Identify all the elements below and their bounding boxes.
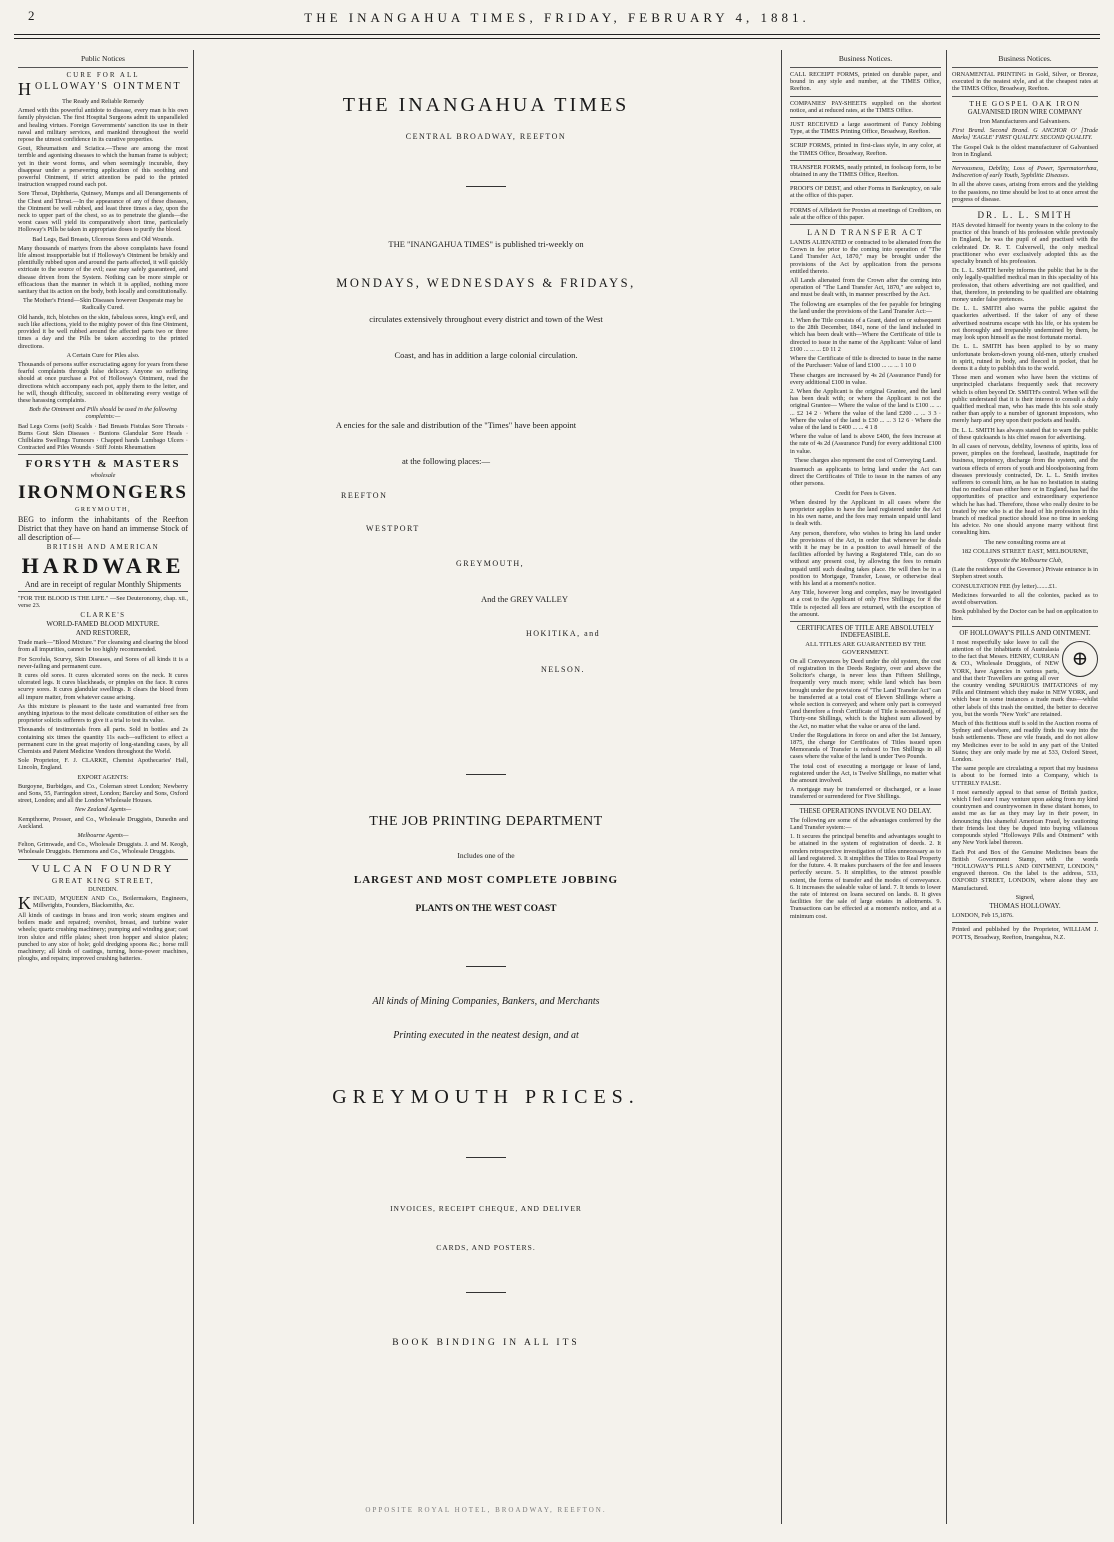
holloway-paragraph: Gout, Rheumatism and Sciatica.—These are among the most terrible and agonising diseases to which the human frame is subject; yet in their worst forms, and when seemingly incurable, they disappear under a persevering application of this soothing and powerful Ointment, if strict attention be paid to the printed instruction wrapped round each pot. xyxy=(18,145,188,189)
ornament-rule xyxy=(466,1157,506,1158)
smith-paragraph: Dr. L. L. SMITH hereby informs the public that he is the only legally-qualified medical man in this speciality of his profession, that others advertising are not qualified, and that, therefore, in pretending to be qualified are obtaining money under false pretences. xyxy=(952,267,1098,304)
land-fee-example: These charges are increased by 4s 2d (Assurance Fund) for every additional £100 in value. xyxy=(790,371,941,386)
ornament-rule xyxy=(466,1292,506,1293)
largest-text: LARGEST AND MOST COMPLETE JOBBING xyxy=(353,874,619,886)
iron-manufacturers: Iron Manufacturers and Galvanisers. xyxy=(979,118,1071,126)
masthead xyxy=(0,6,1114,30)
land-paragraph: Any Title, however long and complex, may be investigated at a cost to the Applicant of only Five Shillings; for if the Title is rejected all fees are returned, with the exception of the amount. xyxy=(790,589,941,618)
divider xyxy=(952,206,1098,207)
holloway-subhead: A Certain Cure for Piles also. xyxy=(66,351,140,359)
clarke-paragraph: Sole Proprietor, F. J. CLARKE, Chemist Apothecaries' Hall, Lincoln, England. xyxy=(18,757,188,772)
ornament-rule xyxy=(466,186,506,187)
holloway-paragraph: Old hands, itch, blotches on the skin, fabulous sores, king's evil, and such like affections, yield to the mighty power of this fine Ointment, provided it be well rubbed around the affected parts two or three times a day and the Pills be taken according to the printed directions. xyxy=(18,313,188,350)
center-footer: OPPOSITE ROYAL HOTEL, BROADWAY, REEFTON. xyxy=(365,1506,607,1514)
certificates-heading: CERTIFICATES OF TITLE ARE ABSOLUTELY INDEFEASIBLE. xyxy=(797,625,934,640)
divider xyxy=(18,859,188,860)
notice-ornamental-printing: ORNAMENTAL PRINTING in Gold, Silver, or Bronze, executed in the neatest style, and at the cheapest rates at the TIMES Office, Broadway, Reefton. xyxy=(952,71,1098,93)
kincaid-paragraph: All kinds of castings in brass and iron work; steam engines and boilers made and repaired; overshot, breast, and turbine water wheels; quartz crushing machinery; pumping and winding gear; cast iron sluice and riffle plates; sheet iron hopper and sluice plates; punched to any size of hole; gold dredging spoons &c.; horse mill machinery; all kinds of castings, turning, horse-power machines, ploughs, and repairs; improved crushing batteries. xyxy=(18,912,188,963)
place-westport: WESTPORT xyxy=(366,524,420,533)
british-american: BRITISH AND AMERICAN xyxy=(46,542,160,551)
divider xyxy=(790,181,941,182)
smith-paragraph: Those men and women who have been the victims of unprincipled charlatans frequently seek that recovery which is often beyond Dr. SMITH's control. When will the public understand that it is their interest to consult a duly qualified medical man, who has made this his sole study rather than apply to a number of ignorant impostors, who merely harp and prey upon their pockets and health. xyxy=(952,374,1098,425)
divider xyxy=(952,626,1098,627)
divider xyxy=(790,67,941,68)
kincaid-text: INCAID, M'QUEEN AND Co., Boilermakers, Engineers, Millwrights, Founders, Blacksmiths, &c. xyxy=(33,895,188,910)
place-hokitika: HOKITIKA, and xyxy=(526,629,601,638)
land-paragraph: On all Conveyances by Deed under the old system, the cost of registration in the Deeds Registry, over and above the Solicitor's charge, is never less than Fifteen Shillings, frequently very much more; while land which has been brought under the provisions of "The Land Transfer Act" can be transferred at a total cost of Eleven Shillings where a whole section is conveyed; and where only part is conveyed (and therefore a fresh Certificate of Title is necessitated), of Thirty-one Shillings, which is the highest sum allowed by the Act, no matter what the value or area of the land. xyxy=(790,657,941,730)
page-number: 2 xyxy=(28,8,35,23)
land-paragraph: The following are examples of the fee payable for bringing the land under the provisions of the Land Transfer Act:— xyxy=(790,300,941,315)
notice-call-receipt: CALL RECEIPT FORMS, printed on durable paper, and bound in any style and number, at the TIMES Office, Reefton. xyxy=(790,71,941,93)
holloway-subhead: Bad Legs, Bad Breasts, Ulcerous Sores and Old Wounds. xyxy=(32,235,174,243)
notice-pay-sheets: COMPANIES' PAY-SHEETS supplied on the shortest notice, and at reduced rates, at the TIMES Office. xyxy=(790,99,941,114)
gospel-oak-heading: THE GOSPEL OAK IRON xyxy=(969,98,1081,108)
holloway-heading xyxy=(18,79,188,99)
blood-quote: "FOR THE BLOOD IS THE LIFE." —See Deuteronomy, chap. xii., verse 23. xyxy=(18,595,188,610)
divider xyxy=(952,161,1098,162)
greymouth-text: GREYMOUTH, xyxy=(74,505,132,513)
gospel-paragraph: The Gospel Oak is the oldest manufacturer of Galvanised Iron in England. xyxy=(952,143,1098,158)
holloway-paragraph: Thousands of persons suffer excruciating agony for years from these fearful complaints through false delicacy. Anyone so suffering should at once purchase a Pot of Holloway's Ointment, read the directions which accompany each pot, apply them to the letter, and he will, though difficulty, succeed in obliterating every vestige of these harassing complaints. xyxy=(18,360,188,404)
advantages-list: 1. It secures the principal benefits and advantages sought to be attained in the system of registration of deeds. 2. It renders retrospective investigation of titles unnecessary as to all land registered. 3. It simplifies the Titles to Real Property for the future. 4. It makes purchasers of the fee and lessees perfectly secure. 5. It simplifies, to the utmost possible extent, the forms of transfer and the modes of conveyance. 6. It increases the saleable value of land. 7. It tends to lower the rate of interest on loans secured on lands. 8. It gives facilities for the sale of large estates in allotments. 9. Transactions can be effected at a moment's notice, and at a minimum cost. xyxy=(790,833,941,920)
land-fee-example: 2. When the Applicant is the original Grantee, and the land has been dealt with; or where the Applicant is not the original Grantee— Where the value of the land is £100 ... ... ... £2 14 2 · Where the value of the land £200 ... ... 3 3 · Where the value of the land is £30 ... ... 3 12 6 · Where the value of the land is £400 ... ... 4 1 8 xyxy=(790,387,941,431)
column-divider xyxy=(781,50,782,1524)
holloway-paragraph: Many thousands of martyrs from the above complaints have found life almost insupportable but if Holloway's Ointment be briskly and plentifully rubbed upon and around the parts affected, it will quickly extricate to the source of the evil; ease may safely guaranteed, and disease driven from the System. Nothing can be more simple or efficacious than the manner in which it is applied, nothing more sanitary that its action on the body, both locally and constitutionally. xyxy=(18,244,188,296)
smith-paragraph: Dr. L. L. SMITH has always stated that to warn the public of these quicksands is his chief reason for advertising. xyxy=(952,426,1098,441)
land-paragraph: A mortgage may be transferred or discharged, or a lease transferred or surrendered for Five Shillings. xyxy=(790,786,941,801)
clarke-paragraph: Trade mark—"Blood Mixture." For cleansing and clearing the blood from all impurities, cannot be too highly recommended. xyxy=(18,639,188,654)
top-rule-thin xyxy=(14,38,1100,39)
holloway-subtitle: The Ready and Reliable Remedy xyxy=(62,98,144,105)
agencies-text: A encies for the sale and distribution of the "Times" have been appoint xyxy=(335,420,577,430)
place-reefton: REEFTON xyxy=(341,491,388,500)
forsyth-heading: FORSYTH & MASTERS xyxy=(25,458,181,471)
land-paragraph: When desired by the Applicant in all cases where the proprietor applies to have the land registered under the Act in his own name, and the fees may remain unpaid until land is dealt with. xyxy=(790,498,941,528)
published-text: THE "INANGAHUA TIMES" is published tri-weekly on xyxy=(388,239,584,249)
clarke-paragraph: It cures old sores. It cures ulcerated sores on the neck. It cures ulcerated legs. It cures blackheads, or pimples on the face. It cures scurvy sores. It cures glandular swellings. It clears the blood from all impure matter, from whatever cause arising. xyxy=(18,671,188,701)
nervous-paragraph: In all the above cases, arising from errors and the yielding to the passions, no time should be lost to at once arrest the progress of disease. xyxy=(952,181,1098,203)
land-paragraph: All Lands alienated from the Crown after the coming into operation of "The Land Transfer Act, 1870," are subject to, and must be dealt with, in manner prescribed by the Act. xyxy=(790,277,941,299)
holloway-warning-paragraph: I most respectfully take leave to call the attention of the inhabitants of Australasia to the fact that Messrs. HENRY, CURRAN & CO., Wholesale Druggists, of NEW YORK, have Agencies in various parts, and that their Travellers are going all over the country vending SPURIOUS IMITATIONS of my Pills and Ointment which they make in NEW YORK, and which bear in some instances a trade mark thus—whilst other labels of this trash the omitted, the better to deceive you, but the words "New York" are retained. xyxy=(952,638,1098,718)
center-advertisement xyxy=(196,54,776,1524)
smith-late: (Late the residence of the Governor.) Private entrance is in Stephen street south. xyxy=(952,566,1098,581)
printing-executed-text: Printing executed in the neatest design, and at xyxy=(393,1030,579,1041)
plants-text: PLANTS ON THE WEST COAST xyxy=(415,904,557,914)
printed-by: Printed and published by the Proprietor, WILLIAM J. POTTS, Broadway, Reefton, Inangahua, N.Z. xyxy=(952,926,1098,941)
divider xyxy=(790,160,941,161)
holloway-warning-paragraph: Much of this fictitious stuff is sold in the Auction rooms of Sydney and elsewhere, and readily finds its way into the bush settlements. These are vile frauds, and do not allow my Medicines ever to be sold in any part of the United States; they are only made by me at 533, Oxford Street, London. xyxy=(952,720,1098,764)
divider xyxy=(790,96,941,97)
paper-title: THE INANGAHUA TIMES xyxy=(342,94,630,116)
divider xyxy=(790,621,941,622)
melbourne-agents: Melbourne Agents— xyxy=(77,832,129,840)
drop-cap: H xyxy=(18,79,33,99)
holloway-warning-paragraph: The same people are circulating a report that my business is about to be formed into a Company, which is UTTERLY FALSE. xyxy=(952,765,1098,787)
masthead-title: THE INANGAHUA TIMES, FRIDAY, FEBRUARY 4, 1881. xyxy=(304,10,810,25)
divider xyxy=(790,138,941,139)
beg-paragraph: BEG to inform the inhabitants of the Reefton District that they have on hand an immense Stock of all description of— xyxy=(18,514,188,542)
monthly-shipments: And are in receipt of regular Monthly Shipments xyxy=(24,579,182,589)
great-king-street: GREAT KING STREET, xyxy=(51,875,155,885)
place-nelson: NELSON. xyxy=(541,665,586,674)
job-printing-heading: THE JOB PRINTING DEPARTMENT xyxy=(369,814,603,829)
guaranteed-heading: ALL TITLES ARE GUARANTEED BY THE GOVERNMENT. xyxy=(805,641,926,656)
ornament-rule xyxy=(466,966,506,967)
smith-fee: CONSULTATION FEE (by letter)........£1. xyxy=(952,582,1057,590)
divider xyxy=(952,67,1098,68)
land-fee-example: These charges also represent the cost of Conveying Land. xyxy=(794,456,937,464)
nz-agents: New Zealand Agents— xyxy=(74,806,132,814)
notice-proofs-of-debt: PROOFS OF DEBT, and other Forms in Bankruptcy, on sale at the office of this paper. xyxy=(790,185,941,200)
includes-text: Includes one of the xyxy=(457,851,515,860)
smith-medicines: Medicines forwarded to all the colonies, packed as to avoid observation. xyxy=(952,591,1098,606)
notice-scrip-forms: SCRIP FORMS, printed in first-class style, in any color, at the TIMES Office, Broadway, Reefton. xyxy=(790,142,941,157)
wholesale-text: wholesale xyxy=(90,472,116,480)
cards-text: CARDS, AND POSTERS. xyxy=(436,1243,536,1252)
divider xyxy=(790,804,941,805)
clarke-paragraph: For Scrofula, Scurvy, Skin Diseases, and Sores of all kinds it is a never-failing and permanent cure. xyxy=(18,655,188,670)
signed-text: Signed, xyxy=(1015,893,1035,901)
restorer-heading: AND RESTORER, xyxy=(75,628,131,637)
clarke-paragraph: Burgoyne, Burbidges, and Co., Coleman street London; Newberry and Sons, 55, Farringdon street, London; Barclay and Sons, Oxford street, London; and all the London Wholesale Houses. xyxy=(18,782,188,805)
nervous-heading: Nervousness, Debility, Loss of Power, Spermatorrhœa, Indiscretion of early Youth, Syphilitic Diseases. xyxy=(952,165,1098,180)
places-intro: at the following places:— xyxy=(401,456,491,466)
land-paragraph: Any person, therefore, who wishes to bring his land under the provisions of the Act, in order that whenever he deals with it he may be in a position to avail himself of the facilities afforded by having a Registered Title, can do so without any present cost, by allowing the fees to remain unpaid until such dealing takes place. He will then be in a position to Mortgage, Transfer, Lease, or otherwise deal with his land at a moment's notice. xyxy=(790,529,941,587)
clarkes-heading: CLARKE'S xyxy=(80,610,126,619)
land-fee-example: Where the Certificate of title is directed to issue in the name of the Purchaser: Value of land £100 ... ... ... 1 10 0 xyxy=(790,355,941,370)
land-paragraph: The total cost of executing a mortgage or lease of land, registered under the Act, is Twelve Shillings, no matter what the amount involved. xyxy=(790,762,941,785)
notice-fancy-type: JUST RECEIVED a large assortment of Fancy Jobbing Type, at the TIMES Printing Office, Broadway, Reefton. xyxy=(790,121,941,136)
place-greymouth: GREYMOUTH, xyxy=(456,559,525,568)
greymouth-prices: GREYMOUTH PRICES. xyxy=(332,1086,640,1108)
holloway-subhead: Both the Ointment and Pills should be used in the following complaints:— xyxy=(29,406,177,421)
notice-affidavit-forms: FORMS of Affidavit for Proxies at meetings of Creditors, on sale at the office of this paper. xyxy=(790,206,941,221)
column-divider xyxy=(946,50,947,1524)
holloway-subhead: The Mother's Friend—Skin Diseases however Desperate may be Radically Cured. xyxy=(22,297,184,312)
clarke-paragraph: Thousands of testimonials from all parts. Sold in bottles and 2s containing six times the quantity 11s each—sufficient to effect a permanent cure in the great majority of long-standing cases, by all Chemists and Patent Medicine Vendors throughout the World. xyxy=(18,726,188,756)
smith-address: 182 COLLINS STREET EAST, MELBOURNE, xyxy=(961,547,1089,555)
holloway-paragraph: Armed with this powerful antidote to disease, every man is his own family physician. The first Hospital Surgeons admit its unparalleled and healing virtues. Foreign Governments' sanction its use in their naval and military services, and mankind throughout the world repose the utmost confidence in its curative properties. xyxy=(18,107,188,144)
dr-smith-heading: DR. L. L. SMITH xyxy=(977,210,1073,221)
ironmongers-heading: IRONMONGERS xyxy=(18,481,188,503)
circulation-text: circulates extensively throughout every district and town of the West xyxy=(369,314,603,324)
smith-rooms: The new consulting rooms are at xyxy=(984,538,1066,546)
clarke-paragraph: Felton, Grimwade, and Co., Wholesale Druggists. J. and M. Keogh, Wholesale Druggists. Hemmons and Co., Wholesale Druggists. xyxy=(18,841,188,856)
holloway-warning-paragraph: Each Pot and Box of the Genuine Medicines bears the British Government Stamp, with the words "HOLLOWAY'S PILLS AND OINTMENT, LONDON," engraved thereon. On the label is the address, 533, OXFORD STREET, LONDON, where alone they are Manufactured. xyxy=(952,848,1098,892)
galvanised-heading: GALVANISED IRON WIRE COMPANY xyxy=(967,108,1083,116)
publication-days: MONDAYS, WEDNESDAYS & FRIDAYS, xyxy=(336,276,636,290)
divider xyxy=(790,224,941,225)
smith-paragraph: In all cases of nervous, debility, lowness of spirits, loss of power, pimples on the forehead, lassitude, inaptitude for business, impotency, discharge from the system, and the various effects of errors of youth and bloodpoisoning from diseases previously contracted, Dr. L. L. Smith invites sufferers to consult him, as he has no hesitation in stating that no medical man either here or in England, has had the opportunities of practice and extraordinary experience which he has had. Therefore, those who really desire to be treated by one who is at the head of his profession in this branch of medical practice should lose no time in seeking his advice. No one should anyone marry without first consulting him. xyxy=(952,442,1098,537)
drop-cap: K xyxy=(18,893,31,914)
land-transfer-heading: LAND TRANSFER ACT xyxy=(807,228,924,238)
clarke-paragraph: As this mixture is pleasant to the taste and warranted free from anything injurious to the most delicate constitution of either sex the proprietor solicits sufferers to give it a trial to test its value. xyxy=(18,702,188,725)
divider xyxy=(790,203,941,204)
land-paragraph: The following are some of the advantages conferred by the Land Transfer system:— xyxy=(790,816,941,832)
column-public-notices xyxy=(18,54,188,1524)
notice-transfer-forms: TRANSFER FORMS, neatly printed, in foolscap form, to be obtained in any the TIMES Office, Reefton. xyxy=(790,163,941,179)
holloway-title: OLLOWAY'S OINTMENT xyxy=(35,81,182,92)
dunedin-text: DUNEDIN. xyxy=(88,885,118,893)
cure-heading: CURE FOR ALL xyxy=(66,71,140,79)
london-date: LONDON, Feb 15,1876. xyxy=(952,912,1014,920)
clarke-paragraph: Kempthorne, Prosser, and Co., Wholesale Druggists, Dunedin and Auckland. xyxy=(18,815,188,830)
coast-text: Coast, and has in addition a large colonial circulation. xyxy=(394,350,578,360)
complaints-list: Bad Legs Corns (soft) Scalds · Bad Breasts Fistulas Sore Throats · Burns Gout Skin Diseases · Bunions Glandular Sore Heads · Chilblains Swellings Tumours · Chapped hands Lumbago Ulcers · Contracted and Piles Wounds · Stiff Joints Rheumatism xyxy=(18,422,188,452)
hardware-heading: HARDWARE xyxy=(21,552,185,578)
brands-text: First Brand. Second Brand. G ANCHOR O' [Trade Marks] 'EAGLE' FIRST QUALITY. SECOND QUALITY. xyxy=(952,127,1098,142)
land-paragraph: Inasmuch as applicants to bring land under the Act can direct the Certificates of Title to issue in the names of any other persons. xyxy=(790,465,941,488)
smith-book: Book published by the Doctor can be had on application to him. xyxy=(952,608,1098,623)
no-delay-heading: THESE OPERATIONS INVOLVE NO DELAY. xyxy=(799,807,932,815)
book-binding-text: BOOK BINDING IN ALL ITS xyxy=(392,1338,580,1348)
land-fee-example: 1. When the Title consists of a Grant, dated on or subsequent to the 28th December, 1841, none of the land included in which has been dealt with—Where the Certificate of title is directed to issue in the name of the Applicant: Value of land £100 ... ... ... £0 11 2 xyxy=(790,317,941,353)
column-header: Business Notices. xyxy=(838,54,893,63)
smith-paragraph: HAS devoted himself for twenty years in the colony to the practice of this branch of his profession while previously in England, he was the pupil of and practised with the celebrated Dr. R. T. Culverwell, the only medical practitioner who ever exclusively adopted this as the specialty branch of his profession. xyxy=(952,222,1098,266)
column-business-notices xyxy=(790,54,941,1524)
mining-companies-text: All kinds of Mining Companies, Bankers, and Merchants xyxy=(372,996,600,1007)
smith-paragraph: Dr. L. L. SMITH also warns the public against the quackeries advertised. If the taker of any of these advertised nostrums escape with his life, or his system be not thoroughly and irreparably undermined by them, he may look upon himself as the most fortunate mortal. xyxy=(952,305,1098,342)
kincaid-paragraph xyxy=(18,893,188,914)
column-divider xyxy=(193,50,194,1524)
export-agents: EXPORT AGENTS: xyxy=(77,773,129,781)
divider xyxy=(952,96,1098,97)
holloway-warning-paragraph: I most earnestly appeal to that sense of British justice, which I feel sure I may venture upon asking from my kind countrymen and countrywomen in these distant homes, to assist me as far as they may lay in their power, in denouncing this shameful American Fraud, by cautioning their friends lest they be duped into buying villainous compounds styled "Holloways Pills and Ointment" with any New York label thereon. xyxy=(952,788,1098,847)
paper-address: CENTRAL BROADWAY, REEFTON xyxy=(405,132,567,141)
holloway-paragraph: Sore Throat, Diphtheria, Quinsey, Mumps and all Derangements of the Chest and Throat.—In the appearance of any of these diseases, the Ointment be well rubbed, and least three times a day, upon the neck to upper part of the chest, so as to penetrate the glands—the worst cases will yield its comparatively short time, particularly Holloway's Pills be taken in appropriate doses to purify the blood. xyxy=(18,190,188,234)
column-header: Public Notices xyxy=(81,54,125,63)
ornament-rule xyxy=(466,774,506,775)
land-fee-example: Where the value of land is above £400, the fees increase at the rate of 4s 2d (Assurance Fund) for every additional £100 in value. xyxy=(790,433,941,455)
place-grey-valley: And the GREY VALLEY xyxy=(481,594,568,604)
holloway-warning-heading: OF HOLLOWAY'S PILLS AND OINTMENT. xyxy=(959,628,1091,637)
land-paragraph: LANDS ALIENATED or contracted to be alienated from the Crown in fee prior to the coming into operation of "The Land Transfer Act, 1870," may be brought under the provisions of the Act by application from the persons entitled thereto. xyxy=(790,239,941,275)
land-paragraph: Under the Regulations in force on and after the 1st January, 1875, the charge for Certificates of Titles issued upon Memoranda of Transfer is reduced to Ten Shillings in all cases where the value of the land is under Two Pounds. xyxy=(790,731,941,761)
divider xyxy=(18,591,188,592)
divider xyxy=(952,922,1098,923)
thomas-holloway-signature: THOMAS HOLLOWAY. xyxy=(989,901,1061,910)
blood-mixture-heading: WORLD-FAMED BLOOD MIXTURE. xyxy=(46,619,160,628)
smith-opposite: Opposite the Melbourne Club, xyxy=(987,556,1063,564)
column-header: Business Notices. xyxy=(998,54,1052,63)
smith-paragraph: Dr. L. L. SMITH has been applied to by so many unfortunate broken-down young old-men, utterly crushed in spirit, ruined in body, and fleeced in pocket, that he deems it a duty to publish this to the world. xyxy=(952,343,1098,372)
divider xyxy=(18,67,188,68)
divider xyxy=(790,117,941,118)
vulcan-heading: VULCAN FOUNDRY xyxy=(31,862,175,875)
land-subhead: Credit for Fees is Given. xyxy=(834,489,896,497)
top-rule xyxy=(14,34,1100,35)
trade-mark-emblem-icon: ⊕ xyxy=(1062,641,1098,677)
column-business-notices-2 xyxy=(952,54,1098,1524)
invoices-text: INVOICES, RECEIPT CHEQUE, AND DELIVER xyxy=(390,1204,582,1213)
